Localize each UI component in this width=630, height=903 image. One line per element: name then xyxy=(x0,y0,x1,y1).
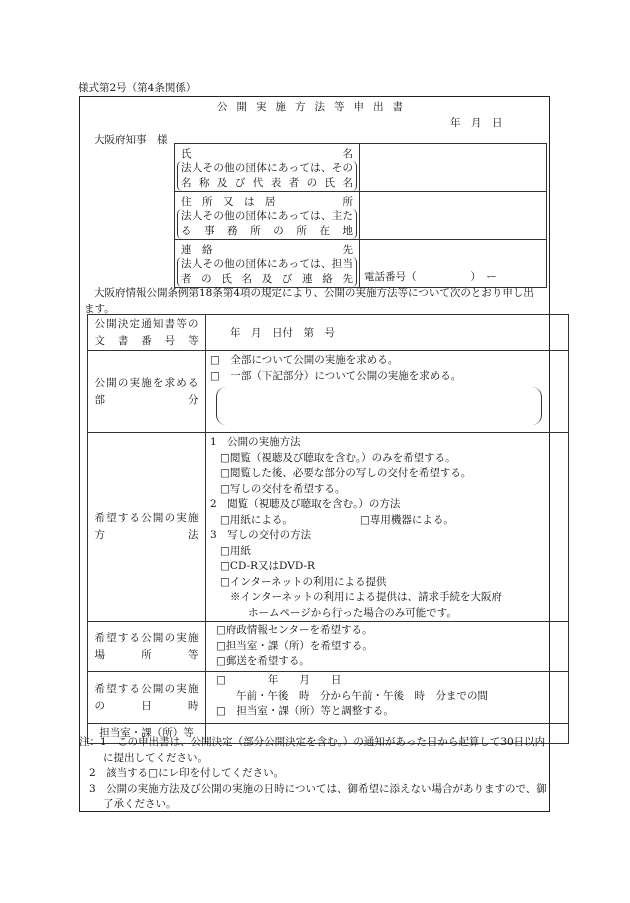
applicant-contact-field[interactable] xyxy=(360,240,547,288)
phone-number[interactable] xyxy=(364,269,497,284)
method-copy-only[interactable]: □写しの交付を希望する。 xyxy=(220,482,346,495)
portion-detail-box[interactable] xyxy=(216,387,542,425)
phone-label: 電話番号（ xyxy=(364,271,417,283)
date-line[interactable]: 年 月 日 xyxy=(450,117,503,129)
label-note: 法人その他の団体にあっては、その名称及び代表者の氏名 xyxy=(177,161,357,191)
form-code: 様式第2号（第4条関係） xyxy=(78,82,197,94)
applicant-address-label xyxy=(175,192,360,240)
notice-number-header: 公開決定通知書等の文書番号等 xyxy=(88,315,206,351)
place-header: 希望する公開の実施場所等 xyxy=(88,622,206,672)
label-note: 法人その他の団体にあっては、担当者の氏名及び連絡先 xyxy=(177,257,357,287)
applicant-name-row xyxy=(175,144,547,192)
place-office[interactable]: □担当室・課（所）を希望する。 xyxy=(216,639,373,652)
notice-number-value[interactable]: 年 月 日付 第 号 xyxy=(206,315,569,351)
form-title: 公開実施方法等申出書 xyxy=(217,101,412,113)
office-header: 担当室・課（所）等 xyxy=(88,724,206,744)
method-view-only[interactable]: □閲覧（視聴及び聴取を含む。）のみを希望する。 xyxy=(220,451,456,464)
label-head-left: 氏 xyxy=(181,148,192,160)
method-section-1: 1 公開の実施方法 xyxy=(210,436,301,448)
method-view-device[interactable]: □専用機器による。 xyxy=(360,513,454,526)
datetime-time-range[interactable]: 午前・午後 時 分から午前・午後 時 分までの間 xyxy=(236,689,488,702)
phone-close: ） ー xyxy=(470,271,497,283)
datetime-cell xyxy=(206,672,569,724)
label-head-right: 先 xyxy=(342,244,353,256)
copy-cd-dvd[interactable]: □CD-R又はDVD-R xyxy=(220,560,315,572)
addressee: 大阪府知事 様 xyxy=(94,134,168,146)
note-2: 2 該当する□にレ印を付してください。 xyxy=(89,767,285,779)
internet-note-2: ホームページから行った場合のみ可能です。 xyxy=(248,606,457,619)
portion-option-all[interactable]: □ 全部について公開の実施を求める。 xyxy=(210,354,399,366)
method-view-then-copy[interactable]: □閲覧した後、必要な部分の写しの交付を希望する。 xyxy=(220,467,472,479)
label-note: 法人その他の団体にあっては、主たる事務所の所在地 xyxy=(177,209,357,239)
method-view-paper[interactable]: □用紙による。 xyxy=(220,513,293,526)
copy-internet[interactable]: □インターネットの利用による提供 xyxy=(220,575,387,588)
datetime-date-option[interactable]: □ 年 月 日 xyxy=(216,674,342,686)
portion-cell xyxy=(206,351,569,433)
label-head-right: 所 xyxy=(342,196,353,208)
portion-header: 公開の実施を求める部分 xyxy=(88,351,206,433)
label-head-right: 名 xyxy=(342,148,353,160)
note-3: 3 公開の実施方法及び公開の実施の日時については、御希望に添えない場合がありますので、御了承ください。 xyxy=(89,782,547,810)
internet-note-1: ※インターネットの利用による提供は、請求手続を大阪府 xyxy=(230,591,503,603)
copy-paper[interactable]: □用紙 xyxy=(220,544,251,557)
note-1: 注：1 この申出書は、公開決定（部分公開決定を含む。）の通知があった日から起算して30日以内に提出してください。 xyxy=(79,736,546,764)
datetime-adjust-option[interactable]: □ 担当室・課（所）等と調整する。 xyxy=(216,705,394,717)
applicant-name-label xyxy=(175,144,360,192)
applicant-address-row xyxy=(175,192,547,240)
applicant-table xyxy=(174,143,547,288)
method-section-3: 3 写しの交付の方法 xyxy=(210,529,312,541)
intro-text: 大阪府情報公開条例第18条第4項の規定により、公開の実施方法等について次のとおり申し出ます。 xyxy=(84,287,534,315)
method-row xyxy=(88,433,569,622)
portion-option-part[interactable]: □ 一部（下記部分）について公開の実施を求める。 xyxy=(210,369,462,382)
method-view-paper-row xyxy=(210,513,568,529)
notice-number-row xyxy=(88,315,569,351)
portion-row xyxy=(88,351,569,433)
label-head-left: 住 所 又 は 居 xyxy=(181,196,276,208)
place-mail[interactable]: □郵送を希望する。 xyxy=(216,655,310,667)
method-header: 希望する公開の実施方法 xyxy=(88,433,206,622)
applicant-address-field[interactable] xyxy=(360,192,547,240)
place-row xyxy=(88,622,569,672)
applicant-name-field[interactable] xyxy=(360,144,547,192)
datetime-header: 希望する公開の実施の日時 xyxy=(88,672,206,724)
request-table xyxy=(87,314,569,744)
applicant-contact-row xyxy=(175,240,547,288)
label-head-left: 連 絡 xyxy=(181,244,213,256)
applicant-contact-label xyxy=(175,240,360,288)
datetime-row xyxy=(88,672,569,724)
notes xyxy=(79,735,550,813)
place-cell xyxy=(206,622,569,672)
place-info-center[interactable]: □府政情報センターを希望する。 xyxy=(216,624,373,636)
method-section-2: 2 閲覧（視聴及び聴取を含む。）の方法 xyxy=(210,498,401,510)
method-cell xyxy=(206,433,569,622)
